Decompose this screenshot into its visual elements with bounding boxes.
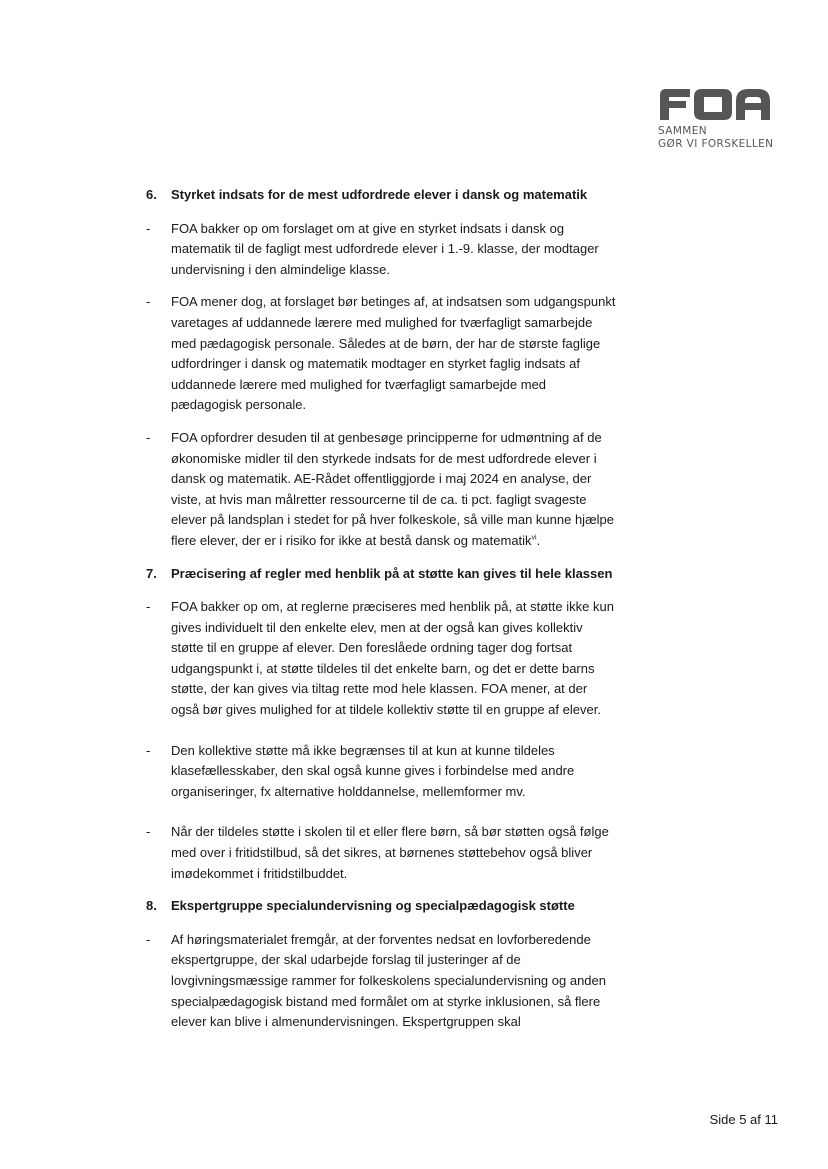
list-item	[146, 741, 616, 803]
bullet-dash: -	[146, 294, 151, 310]
list-item-text: Af høringsmaterialet fremgår, at der forventes nedsat en lovforberedende ekspertgruppe, der skal udarbejde forslag til justeringer af de lovgivningsmæssige rammer for folkeskolens specialundervisning og anden specialpædagogisk bistand med formålet om at styrke inklusionen, så flere elever kan blive i almenundervisningen. Ekspertgruppen skal	[171, 931, 606, 1030]
bullet-dash: -	[146, 742, 151, 758]
section-heading-6	[146, 185, 616, 206]
list-item-text: Den kollektive støtte må ikke begrænses til at kun at kunne tildeles klasefællesskaber, den skal også kunne gives i forbindelse med andre organiseringer, fx alternative holddannelse, mellemformer mv.	[171, 742, 575, 799]
section-number: 8.	[146, 898, 157, 914]
foa-logo-mark	[658, 87, 772, 121]
list-item-text: FOA bakker op om, at reglerne præciseres med henblik på, at støtte ikke kun gives individuelt til den enkelte elev, men at der også kan gives kollektiv støtte til en gruppe af elever. Den foreslåede ordning tager dog fortsat udgangspunkt i, at støtte tildeles til det enkelte barn, og det er dette barns støtte, der kan gives via tiltag rette mod hele klassen. FOA mener, at der også bør gives mulighed for at tildele kollektiv støtte til en gruppe af elever.	[171, 599, 614, 718]
foa-logo	[658, 87, 778, 151]
section-heading-8	[146, 896, 616, 917]
bullet-dash: -	[146, 429, 151, 445]
section-number: 7.	[146, 565, 157, 581]
list-item-text-wrapper: FOA opfordrer desuden til at genbesøge principperne for udmøntning af de økonomiske midler til den styrkede indsats for de mest udfordrede elever i dansk og matematik. AE-Rådet offentliggjorde i maj 2024 en analyse, der viste, at hvis man målretter ressourcerne til de ca. ti pct. fagligt svageste elever på landsplan i stedet for på hver folkeskole, så ville man kunne hjælpe flere elever, der er i risiko for ikke at bestå dansk og matematik$^{vi}$.	[171, 429, 614, 548]
section-title: Præcisering af regler med henblik på at støtte kan gives til hele klassen	[171, 565, 613, 581]
tagline-line-1: SAMMEN	[658, 125, 708, 137]
list-item-text: FOA mener dog, at forslaget bør betinges af, at indsatsen som udgangspunkt varetages af uddannede lærere med mulighed for tværfagligt samarbejde med pædagogisk personale. Således at de børn, der har de største faglige udfordringer i dansk og matematik modtager en styrket faglig indsats af uddannede lærere med mulighed for tværfagligt samarbejde med pædagogisk personale.	[171, 294, 616, 413]
list-item	[146, 597, 616, 721]
list-item-text: FOA opfordrer desuden til at genbesøge principperne for udmøntning af de økonomiske midler til den styrkede indsats for de mest udfordrede elever i dansk og matematik. AE-Rådet offentliggjorde i maj 2024 en analyse, der viste, at hvis man målretter ressourcerne til de ca. ti pct. fagligt svageste elever på landsplan i stedet for på hver folkeskole, så ville man kunne hjælpe flere elever, der er i risiko for ikke at bestå dansk og matematik	[171, 429, 614, 548]
section-number: 6.	[146, 187, 157, 202]
section-heading-7	[146, 564, 616, 585]
bullet-dash: -	[146, 220, 151, 236]
footnote-ref[interactable]: vi	[531, 534, 537, 542]
list-item	[146, 930, 616, 1033]
list-item	[146, 822, 616, 884]
list-item	[146, 428, 616, 552]
bullet-dash: -	[146, 599, 151, 615]
list-item	[146, 292, 616, 416]
bullet-dash: -	[146, 824, 151, 840]
tagline-line-2: GØR VI FORSKELLEN	[658, 138, 774, 150]
document-body	[146, 185, 616, 1045]
list-item-text: Når der tildeles støtte i skolen til et eller flere børn, så bør støtten også følge med over i fritidstilbud, så det sikres, at børnenes støttebehov også bliver imødekommet i fritidstilbuddet.	[171, 824, 609, 881]
list-item	[146, 219, 616, 281]
list-item-text: FOA bakker op om forslaget om at give en styrket indsats i dansk og matematik til de fagligt mest udfordrede elever i 1.-9. klasse, der modtager undervisning i den almindelige klasse.	[171, 220, 599, 277]
section-title: Styrket indsats for de mest udfordrede elever i dansk og matematik	[171, 187, 588, 202]
page-number: Side 5 af 11	[709, 1112, 778, 1127]
section-title: Ekspertgruppe specialundervisning og specialpædagogisk støtte	[171, 898, 575, 914]
bullet-dash: -	[146, 931, 151, 947]
